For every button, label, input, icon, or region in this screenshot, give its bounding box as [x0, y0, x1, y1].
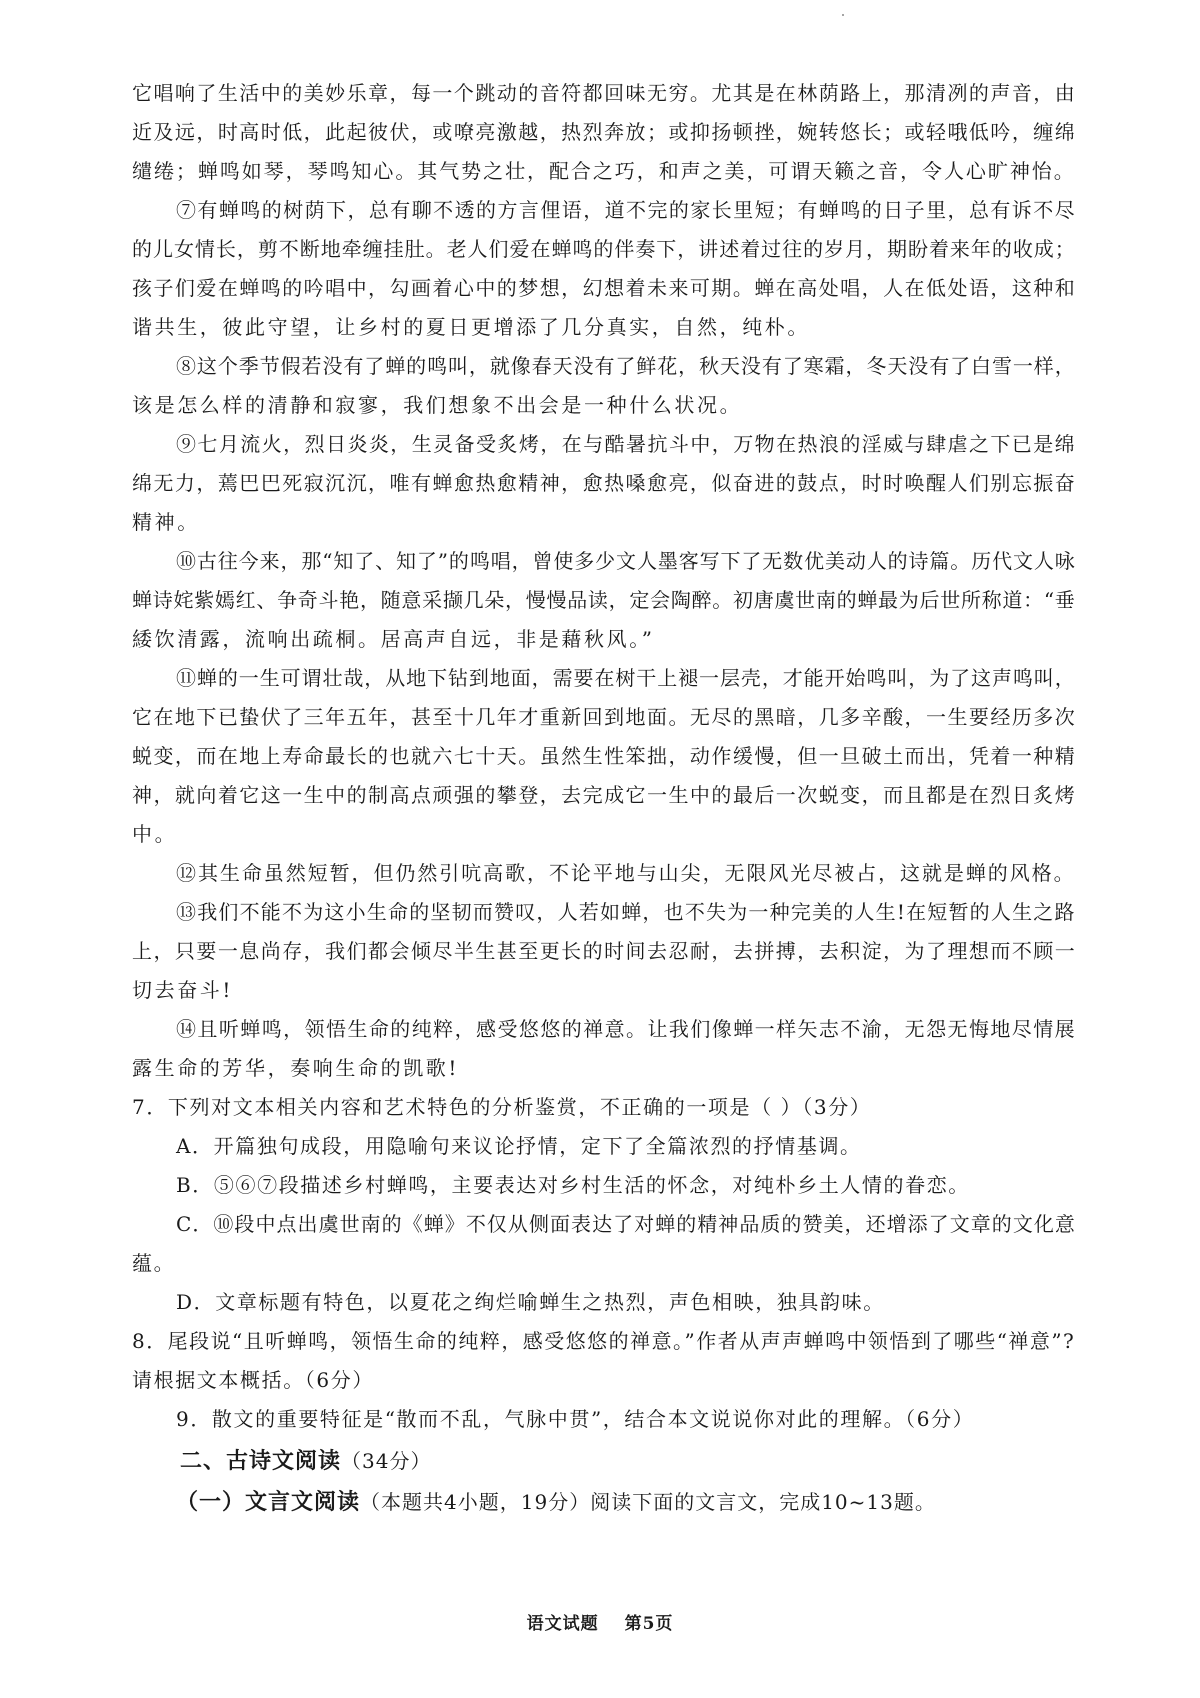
question-7-option-a: A．开篇独句成段，用隐喻句来议论抒情，定下了全篇浓烈的抒情基调。	[176, 1134, 862, 1158]
essay-line: 中。	[132, 822, 178, 846]
subsection-1-meta: （本题共4小题，19分）	[360, 1490, 591, 1514]
subsection-1-heading	[132, 1482, 1078, 1523]
essay-line: ⑬我们不能不为这小生命的坚韧而赞叹，人若如蝉，也不失为一种完美的人生!在短暂的人生之路	[176, 900, 1076, 924]
essay-line: 谐共生，彼此守望，让乡村的夏日更增添了几分真实，自然，纯朴。	[132, 315, 810, 339]
question-9: 9．散文的重要特征是“散而不乱，气脉中贯”，结合本文说说你对此的理解。（6分）	[176, 1407, 975, 1431]
essay-body	[132, 74, 1078, 1088]
essay-line: 近及远，时高时低，此起彼伏，或嘹亮激越，热烈奔放；或抑扬顿挫，婉转悠长；或轻哦低吟，缠绵	[132, 120, 1077, 144]
essay-paragraph	[132, 542, 1078, 659]
essay-paragraph	[132, 191, 1078, 347]
essay-paragraph	[132, 659, 1078, 854]
question-7-stem: 7．下列对文本相关内容和艺术特色的分析鉴赏，不正确的一项是（ ）（3分）	[132, 1095, 872, 1119]
essay-line: ⑦有蝉鸣的树荫下，总有聊不透的方言俚语，道不完的家长里短；有蝉鸣的日子里，总有诉不尽	[176, 198, 1077, 222]
essay-line: 它在地下已蛰伏了三年五年，甚至十几年才重新回到地面。无尽的黑暗，几多辛酸，一生要经历多次	[132, 705, 1077, 729]
subsection-1-title: （一）文言文阅读	[176, 1490, 361, 1515]
essay-line: 它唱响了生活中的美妙乐章，每一个跳动的音符都回味无穷。尤其是在林荫路上，那清冽的声音，由	[132, 81, 1077, 105]
essay-paragraph	[132, 347, 1078, 425]
essay-line: 蜕变，而在地上寿命最长的也就六七十天。虽然生性笨拙，动作缓慢，但一旦破土而出，凭着一种精	[132, 744, 1077, 768]
essay-paragraph	[132, 74, 1078, 191]
essay-paragraph	[132, 1010, 1078, 1088]
section-2-points: （34分）	[341, 1449, 432, 1473]
essay-line: 孩子们爱在蝉鸣的吟唱中，勾画着心中的梦想，幻想着未来可期。蝉在高处唱，人在低处语，这种和	[132, 276, 1077, 300]
essay-line: ⑭且听蝉鸣，领悟生命的纯粹，感受悠悠的禅意。让我们像蝉一样矢志不渝，无怨无悔地尽情展	[176, 1017, 1077, 1041]
question-8-line-1: 8．尾段说“且听蝉鸣，领悟生命的纯粹，感受悠悠的禅意。”作者从声声蝉鸣中领悟到了哪些“禅意”?	[132, 1329, 1076, 1353]
scan-speck	[842, 14, 844, 16]
question-7	[132, 1088, 1078, 1322]
footer-subject: 语文试题	[526, 1614, 599, 1634]
essay-line: 神，就向着它这一生中的制高点顽强的攀登，去完成它一生中的最后一次蜕变，而且都是在烈日炙烤	[132, 783, 1077, 807]
footer-page-number: 第5页	[624, 1614, 674, 1634]
question-7-option-d: D．文章标题有特色，以夏花之绚烂喻蝉生之热烈，声色相映，独具韵味。	[176, 1290, 885, 1314]
essay-paragraph	[132, 425, 1078, 542]
essay-line: 切去奋斗!	[132, 978, 234, 1002]
essay-line: 该是怎么样的清静和寂寥，我们想象不出会是一种什么状况。	[132, 393, 743, 417]
question-7-option-b: B．⑤⑥⑦段描述乡村蝉鸣，主要表达对乡村生活的怀念，对纯朴乡土人情的眷恋。	[176, 1173, 970, 1197]
question-7-option-c: 蕴。	[132, 1251, 176, 1275]
section-2-title: 二、古诗文阅读	[180, 1449, 342, 1474]
essay-line: ⑫其生命虽然短暂，但仍然引吭高歌，不论平地与山尖，无限风光尽被占，这就是蝉的风格。	[176, 861, 1076, 885]
section-2-heading	[132, 1441, 1078, 1482]
essay-paragraph	[132, 854, 1078, 893]
essay-line: 绵无力，蔫巴巴死寂沉沉，唯有蝉愈热愈精神，愈热嗓愈亮，似奋进的鼓点，时时唤醒人们别忘振奋	[132, 471, 1077, 495]
essay-paragraph	[132, 893, 1078, 1010]
essay-line: 上，只要一息尚存，我们都会倾尽半生甚至更长的时间去忍耐，去拼搏，去积淀，为了理想而不顾一	[132, 939, 1077, 963]
essay-line: 露生命的芳华，奏响生命的凯歌!	[132, 1056, 460, 1080]
essay-line: 蝉诗姹紫嫣红、争奇斗艳，随意采撷几朵，慢慢品读，定会陶醉。初唐虞世南的蝉最为后世所称道：“垂	[132, 588, 1076, 612]
essay-line: 緌饮清露，流响出疏桐。居高声自远，非是藉秋风。”	[132, 627, 655, 651]
question-7-options	[132, 1127, 1078, 1322]
question-8-line-2: 请根据文本概括。（6分）	[132, 1368, 374, 1392]
page-footer	[0, 1609, 1200, 1634]
subsection-1-instruction: 阅读下面的文言文，完成10~13题。	[590, 1490, 936, 1514]
question-8	[132, 1322, 1078, 1400]
essay-line: ⑪蝉的一生可谓壮哉，从地下钻到地面，需要在树干上褪一层壳，才能开始鸣叫，为了这声鸣叫，	[176, 666, 1076, 690]
page-content	[132, 74, 1078, 1523]
essay-line: 缱绻；蝉鸣如琴，琴鸣知心。其气势之壮，配合之巧，和声之美，可谓天籁之音，令人心旷神怡。	[132, 159, 1076, 183]
essay-line: 精神。	[132, 510, 200, 534]
essay-line: ⑨七月流火，烈日炎炎，生灵备受炙烤，在与酷暑抗斗中，万物在热浪的淫威与肆虐之下已是绵	[176, 432, 1077, 456]
question-7-option-c: C．⑩段中点出虞世南的《蝉》不仅从侧面表达了对蝉的精神品质的赞美，还增添了文章的文化意	[176, 1212, 1076, 1236]
essay-line: ⑩古往今来，那“知了、知了”的鸣唱，曾使多少文人墨客写下了无数优美动人的诗篇。历代文人咏	[176, 549, 1076, 573]
essay-line: 的儿女情长，剪不断地牵缠挂肚。老人们爱在蝉鸣的伴奏下，讲述着过往的岁月，期盼着来年的收成；	[132, 237, 1076, 261]
essay-line: ⑧这个季节假若没有了蝉的鸣叫，就像春天没有了鲜花，秋天没有了寒霜，冬天没有了白雪一样，	[176, 354, 1076, 378]
